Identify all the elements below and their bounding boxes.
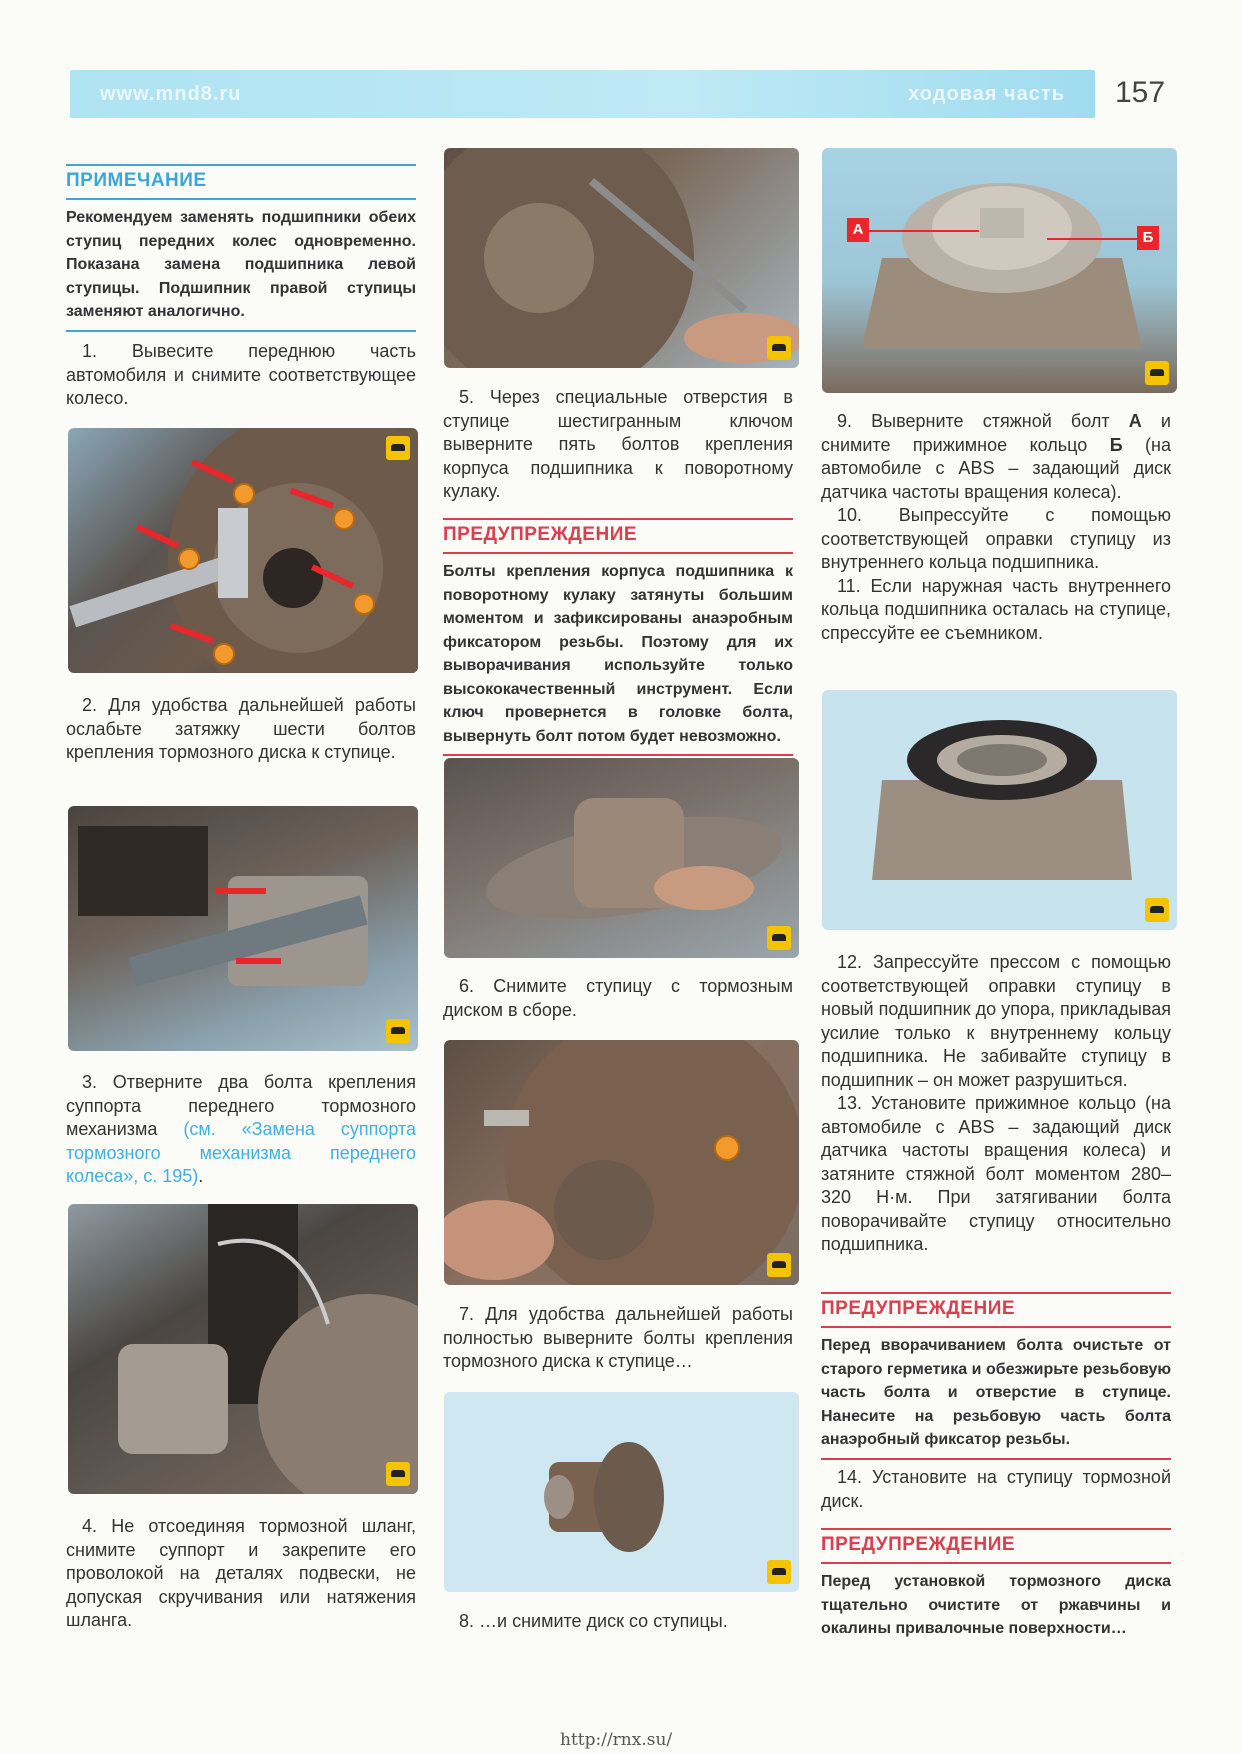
car-icon — [1145, 898, 1169, 922]
warning-2-text: Перед вворачиванием болта очистьте от старого герметика и обезжирьте резьбовую часть болта и отверстие в ступице. Нанесите на резьбовую часть болта анаэробный фиксатор резьбы. — [821, 1328, 1171, 1460]
step-2-text: 2. Для удобства дальнейшей работы ослабьте затяжку шести болтов крепления тормозного диска к ступице. — [66, 695, 416, 762]
step-7-text: 7. Для удобства дальнейшей работы полностью выверните болты крепления тормозного диска к ступице… — [443, 1304, 793, 1371]
car-icon — [767, 336, 791, 360]
step-7 — [443, 1303, 793, 1374]
label-b: Б — [1137, 226, 1159, 250]
step-14-text: 14. Установите на ступицу тормозной диск. — [821, 1467, 1171, 1511]
step-9-bolt-a: А — [1128, 411, 1142, 431]
hex-key-illustration — [444, 148, 799, 368]
photo-hub-removed — [444, 1392, 799, 1592]
car-icon — [386, 1019, 410, 1043]
step-11-text: 11. Если наружная часть внутреннего кольца подшипника осталась на ступице, спрессуйте ее съемником. — [821, 575, 1171, 643]
arrow-marker — [236, 958, 281, 964]
label-a-line — [869, 230, 979, 232]
photo-bolt-a-ring-b — [822, 148, 1177, 393]
photo-caliper-wired — [68, 1204, 418, 1494]
step-3-text — [66, 1071, 416, 1189]
bolt-marker — [233, 483, 255, 505]
step-9-text — [821, 410, 1171, 504]
step-8 — [443, 1610, 793, 1634]
step-9-ring-b: Б — [1109, 434, 1123, 455]
step-10-text: 10. Выпрессуйте с помощью соответствующей оправки ступицу из внутреннего кольца подшипника. — [821, 505, 1171, 572]
car-icon — [767, 1253, 791, 1277]
step-1-text: 1. Вывесите переднюю часть автомобиля и снимите соответствующее колесо. — [66, 341, 416, 408]
bolt-marker — [714, 1135, 740, 1161]
step-5 — [443, 386, 793, 504]
label-b-line — [1047, 238, 1137, 240]
warning-3-text: Перед установкой тормозного диска тщательно очистите от ржавчины и окалины привалочные поверхности… — [821, 1573, 1171, 1637]
step-14 — [821, 1466, 1171, 1513]
step-2 — [66, 694, 416, 765]
car-icon — [767, 926, 791, 950]
step-9-part-b: и снимите прижимное кольцо — [821, 411, 1171, 455]
photo-new-bearing — [822, 690, 1177, 930]
step-5-text: 5. Через специальные отверстия в ступице шестигранным ключом выверните пять болтов крепления корпуса подшипника к поворотному кулаку. — [443, 387, 793, 501]
hub-illustration — [68, 428, 418, 673]
hub-removed-illustration — [444, 1392, 799, 1592]
step-12-text: 12. Запрессуйте прессом с помощью соответствующей оправки ступицу в новый подшипник до упора, прикладывая усилие только к внутреннему кольцу подшипника. Не забивайте ступицу в подшипник – он может разрушиться. — [821, 952, 1171, 1090]
step-13-text: 13. Установите прижимное кольцо (на автомобиле с ABS – задающий диск датчика частоты вращения колеса) и затяните стяжной болт моментом 280–320 Н·м. При затягивании болта поворачивайте ступицу относительно подшипника. — [821, 1093, 1171, 1254]
note-text: Рекомендуем заменять подшипники обеих ступиц передних колес одновременно. Показана замена подшипника левой ступицы. Подшипник правой ступицы заменяют аналогично. — [66, 200, 416, 332]
car-icon — [386, 1462, 410, 1486]
step-3-main: 3. Отверните два болта крепления суппорта переднего тормозного механизма — [66, 1072, 416, 1139]
step-6-text: 6. Снимите ступицу с тормозным диском в сборе. — [443, 976, 793, 1020]
hub-disc-illustration — [444, 758, 799, 958]
bolt-marker — [213, 643, 235, 665]
bolt-marker — [333, 508, 355, 530]
car-icon — [767, 1560, 791, 1584]
warning-1-title: ПРЕДУПРЕЖДЕНИЕ — [443, 518, 793, 554]
label-a: А — [847, 218, 869, 242]
bolt-marker — [353, 593, 375, 615]
note-block — [66, 164, 416, 332]
step-3-reference-link[interactable]: (см. «Замена суппорта тормозного механизма переднего колеса», с. 195) — [66, 1119, 416, 1186]
arrow-marker — [216, 888, 266, 894]
step-9 — [821, 410, 1171, 645]
note-title: ПРИМЕЧАНИЕ — [66, 164, 416, 200]
warning-1-text: Болты крепления корпуса подшипника к поворотному кулаку затянуты большим моментом и зафиксированы анаэробным фиксатором резьбы. Поэтому для их выворачивания используйте только высококачественный инструмент. Если ключ провернется в головке болта, вывернуть болт потом будет невозможно. — [443, 554, 793, 756]
step-3 — [66, 1071, 416, 1189]
bolt-ring-illustration — [822, 148, 1177, 393]
step-6 — [443, 975, 793, 1022]
disc-bolts-illustration — [444, 1040, 799, 1285]
header-site: www.mnd8.ru — [100, 83, 242, 105]
step-9-part-a: 9. Выверните стяжной болт — [837, 411, 1129, 431]
photo-hub-disc-bolts — [68, 428, 418, 673]
warning-2 — [821, 1292, 1171, 1460]
header-section: ходовая часть — [908, 83, 1065, 105]
bolt-marker — [178, 548, 200, 570]
warning-3 — [821, 1528, 1171, 1641]
warning-1 — [443, 518, 793, 756]
step-3-end: . — [198, 1166, 204, 1186]
warning-2-title: ПРЕДУПРЕЖДЕНИЕ — [821, 1292, 1171, 1328]
photo-disc-bolts-removal — [444, 1040, 799, 1285]
car-icon — [1145, 361, 1169, 385]
caliper-illustration — [68, 806, 418, 1051]
car-icon — [386, 436, 410, 460]
step-9-part-c: (на автомобиле с ABS – задающий диск датчика частоты вращения колеса). — [821, 434, 1171, 502]
bearing-illustration — [822, 690, 1177, 930]
suspension-illustration — [68, 1204, 418, 1494]
warning-3-title: ПРЕДУПРЕЖДЕНИЕ — [821, 1528, 1171, 1564]
photo-hub-with-disc — [444, 758, 799, 958]
photo-hex-key-bolts — [444, 148, 799, 368]
page-number: 157 — [1115, 76, 1166, 109]
step-1 — [66, 340, 416, 411]
header-band — [70, 70, 1095, 118]
step-8-text: 8. …и снимите диск со ступицы. — [459, 1611, 728, 1631]
step-12-13 — [821, 951, 1171, 1257]
photo-caliper-bolts — [68, 806, 418, 1051]
step-4 — [66, 1515, 416, 1633]
footer-url[interactable]: http://rnx.su/ — [560, 1730, 673, 1750]
step-4-text: 4. Не отсоединяя тормозной шланг, снимите суппорт и закрепите его проволокой на деталях подвески, не допуская скручивания или натяжения шланга. — [66, 1516, 416, 1630]
